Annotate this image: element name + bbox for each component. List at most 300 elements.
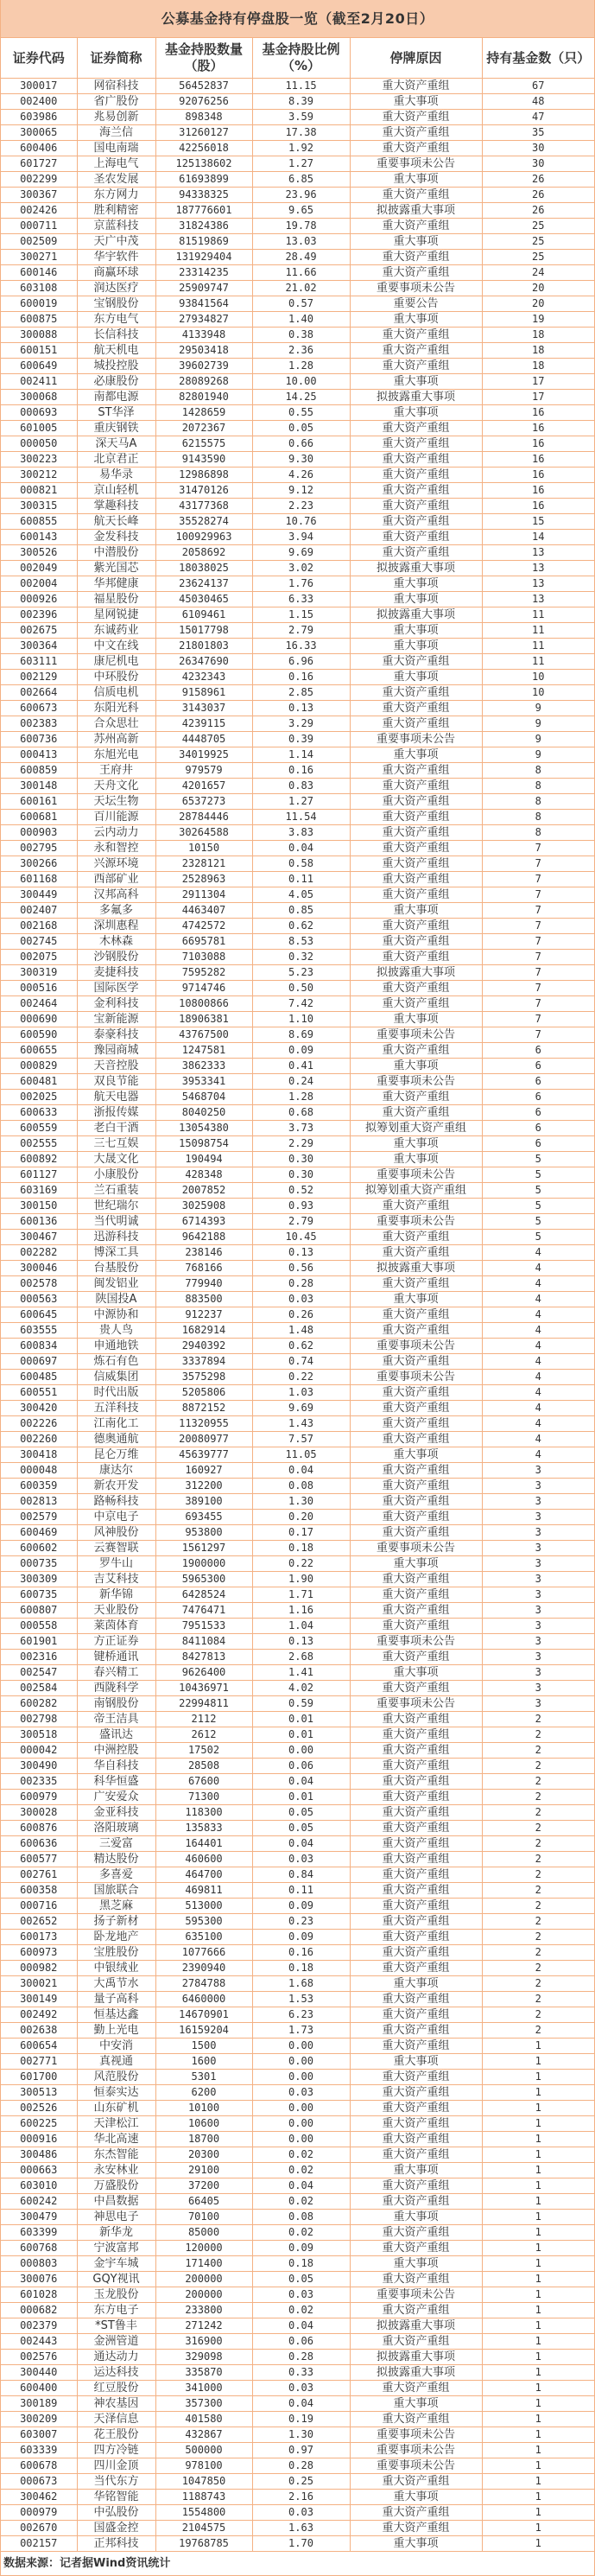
cell-shares: 120000: [155, 2241, 252, 2256]
cell-code: 000982: [1, 1961, 77, 1976]
cell-code: 002400: [1, 94, 77, 110]
cell-reason: 重要事项未公告: [350, 1634, 482, 1650]
cell-name: 大晟文化: [77, 1152, 155, 1167]
cell-reason: 重大资产重组: [350, 499, 482, 514]
cell-name: 红豆股份: [77, 2381, 155, 2396]
cell-shares: 160927: [155, 1463, 252, 1479]
cell-reason: 重大资产重组: [350, 1992, 482, 2007]
cell-code: 300526: [1, 545, 77, 561]
cell-ratio: 0.03: [252, 2085, 350, 2101]
cell-ratio: 2.16: [252, 2490, 350, 2505]
cell-name: 紫光国芯: [77, 561, 155, 576]
cell-fund-count: 16: [482, 483, 594, 499]
cell-fund-count: 2: [482, 1914, 594, 1930]
cell-reason: 重大事项: [350, 1152, 482, 1167]
table-row: [1, 1665, 594, 1681]
cell-fund-count: 10: [482, 685, 594, 701]
cell-fund-count: 17: [482, 374, 594, 390]
cell-ratio: 9.69: [252, 545, 350, 561]
table-row: [1, 1121, 594, 1136]
cell-code: 600875: [1, 312, 77, 328]
cell-code: 002075: [1, 950, 77, 965]
cell-code: 002168: [1, 919, 77, 934]
cell-fund-count: 9: [482, 701, 594, 716]
cell-reason: 重大资产重组: [350, 2381, 482, 2396]
cell-shares: 18906381: [155, 1012, 252, 1027]
cell-ratio: 0.06: [252, 1759, 350, 1774]
cell-code: 000516: [1, 981, 77, 996]
cell-code: 603111: [1, 654, 77, 670]
cell-code: 300150: [1, 1199, 77, 1214]
table-row: [1, 79, 594, 94]
cell-fund-count: 1: [482, 2412, 594, 2427]
cell-ratio: 0.30: [252, 1167, 350, 1183]
cell-name: 天津松江: [77, 2116, 155, 2132]
cell-shares: 979579: [155, 763, 252, 779]
header-row: [1, 38, 594, 79]
cell-reason: 重大资产重组: [350, 1245, 482, 1261]
cell-fund-count: 18: [482, 328, 594, 343]
cell-shares: 389100: [155, 1494, 252, 1510]
cell-shares: 1247581: [155, 1043, 252, 1059]
cell-fund-count: 7: [482, 841, 594, 856]
cell-ratio: 0.24: [252, 1074, 350, 1090]
cell-ratio: 0.02: [252, 2225, 350, 2241]
cell-reason: 重大资产重组: [350, 1323, 482, 1339]
table-row: [1, 1805, 594, 1821]
cell-reason: 重大资产重组: [350, 1930, 482, 1945]
cell-code: 002745: [1, 934, 77, 950]
cell-reason: 重大资产重组: [350, 436, 482, 452]
cell-fund-count: 1: [482, 2303, 594, 2318]
cell-shares: 953800: [155, 1525, 252, 1541]
cell-ratio: 21.02: [252, 281, 350, 296]
cell-name: 康尼机电: [77, 654, 155, 670]
cell-reason: 重大资产重组: [350, 2241, 482, 2256]
cell-shares: 8411084: [155, 1634, 252, 1650]
cell-reason: 重大资产重组: [350, 1385, 482, 1401]
cell-code: 603010: [1, 2178, 77, 2194]
cell-code: 600636: [1, 1836, 77, 1852]
cell-reason: 重大资产重组: [350, 141, 482, 156]
cell-ratio: 0.16: [252, 1945, 350, 1961]
table-row: [1, 2070, 594, 2085]
cell-ratio: 1.15: [252, 607, 350, 623]
cell-shares: 6460000: [155, 1992, 252, 2007]
cell-code: 300486: [1, 2147, 77, 2163]
cell-code: 600282: [1, 1696, 77, 1712]
cell-shares: 898348: [155, 110, 252, 125]
cell-ratio: 0.20: [252, 1510, 350, 1525]
cell-fund-count: 5: [482, 1183, 594, 1199]
table-row: [1, 1416, 594, 1432]
cell-reason: 拟披露重大事项: [350, 203, 482, 219]
cell-reason: 拟披露重大事项: [350, 390, 482, 405]
cell-reason: 重大资产重组: [350, 359, 482, 374]
cell-shares: 4201657: [155, 779, 252, 794]
cell-shares: 171400: [155, 2256, 252, 2272]
cell-name: 城投控股: [77, 359, 155, 374]
cell-name: 多喜爱: [77, 1867, 155, 1883]
cell-code: 002576: [1, 2350, 77, 2365]
cell-shares: 18038025: [155, 561, 252, 576]
cell-reason: 重大资产重组: [350, 1432, 482, 1447]
cell-shares: 28089268: [155, 374, 252, 390]
table-row: [1, 1556, 594, 1572]
cell-code: 002771: [1, 2054, 77, 2070]
cell-fund-count: 25: [482, 219, 594, 234]
cell-shares: 2104575: [155, 2521, 252, 2536]
cell-shares: 94338325: [155, 188, 252, 203]
cell-code: 300449: [1, 887, 77, 903]
cell-shares: 190494: [155, 1152, 252, 1167]
cell-name: 圣农发展: [77, 172, 155, 188]
cell-fund-count: 26: [482, 203, 594, 219]
cell-ratio: 19.78: [252, 219, 350, 234]
cell-ratio: 10.00: [252, 374, 350, 390]
cell-fund-count: 2: [482, 1790, 594, 1805]
table-title: 公募基金持有停盘股一览（截至2月20日）: [1, 0, 594, 38]
cell-name: 闽发铝业: [77, 1276, 155, 1292]
cell-name: 深圳惠程: [77, 919, 155, 934]
cell-ratio: 1.28: [252, 1090, 350, 1105]
cell-shares: 17502: [155, 1743, 252, 1759]
cell-name: 真视通: [77, 2054, 155, 2070]
cell-fund-count: 30: [482, 156, 594, 172]
cell-fund-count: 1: [482, 2474, 594, 2490]
cell-name: 西部矿业: [77, 872, 155, 887]
cell-ratio: 23.96: [252, 188, 350, 203]
cell-ratio: 3.02: [252, 561, 350, 576]
cell-code: 601168: [1, 872, 77, 887]
cell-shares: 34019925: [155, 747, 252, 763]
cell-fund-count: 3: [482, 1587, 594, 1603]
cell-reason: 拟披露重大事项: [350, 607, 482, 623]
cell-code: 000413: [1, 747, 77, 763]
cell-reason: 重大资产重组: [350, 1494, 482, 1510]
cell-ratio: 0.08: [252, 2210, 350, 2225]
cell-ratio: 13.03: [252, 234, 350, 250]
table-row: [1, 1525, 594, 1541]
cell-shares: 21801803: [155, 639, 252, 654]
col-header-fund-count: 持有基金数（只）: [482, 38, 594, 79]
cell-name: 宝胜股份: [77, 1945, 155, 1961]
cell-shares: 3953341: [155, 1074, 252, 1090]
cell-shares: 233800: [155, 2303, 252, 2318]
cell-name: 花王股份: [77, 2427, 155, 2443]
cell-reason: 重大事项: [350, 592, 482, 607]
cell-shares: 1077666: [155, 1945, 252, 1961]
cell-code: 002547: [1, 1665, 77, 1681]
cell-fund-count: 1: [482, 2272, 594, 2287]
table-row: [1, 1074, 594, 1090]
cell-reason: 重大资产重组: [350, 825, 482, 841]
table-row: [1, 1992, 594, 2007]
cell-code: 600979: [1, 1790, 77, 1805]
table-row: [1, 2443, 594, 2458]
cell-reason: 拟披露重大事项: [350, 2318, 482, 2334]
cell-reason: 重大资产重组: [350, 1945, 482, 1961]
cell-fund-count: 9: [482, 732, 594, 747]
cell-ratio: 0.17: [252, 1525, 350, 1541]
cell-code: 000682: [1, 2303, 77, 2318]
cell-shares: 10436971: [155, 1681, 252, 1696]
cell-code: 300364: [1, 639, 77, 654]
cell-reason: 重大事项: [350, 1447, 482, 1463]
cell-reason: 重大资产重组: [350, 1712, 482, 1727]
cell-name: 五洋科技: [77, 1401, 155, 1416]
cell-name: 新华龙: [77, 2225, 155, 2241]
cell-fund-count: 8: [482, 779, 594, 794]
cell-ratio: 8.53: [252, 934, 350, 950]
cell-fund-count: 8: [482, 794, 594, 810]
cell-ratio: 1.70: [252, 2536, 350, 2552]
cell-fund-count: 2: [482, 1836, 594, 1852]
cell-reason: 重大资产重组: [350, 2147, 482, 2163]
table-row: [1, 265, 594, 281]
cell-code: 300046: [1, 1261, 77, 1276]
cell-code: 600469: [1, 1525, 77, 1541]
cell-ratio: 0.04: [252, 1836, 350, 1852]
cell-fund-count: 2: [482, 1712, 594, 1727]
table-row: [1, 1463, 594, 1479]
table-row: [1, 1012, 594, 1027]
cell-ratio: 0.25: [252, 2474, 350, 2490]
cell-shares: 978100: [155, 2458, 252, 2474]
cell-ratio: 1.04: [252, 1619, 350, 1634]
cell-ratio: 5.23: [252, 965, 350, 981]
cell-reason: 重大事项: [350, 2490, 482, 2505]
cell-fund-count: 14: [482, 530, 594, 545]
cell-shares: 312200: [155, 1479, 252, 1494]
cell-fund-count: 6: [482, 1121, 594, 1136]
cell-reason: 重大资产重组: [350, 996, 482, 1012]
cell-ratio: 1.28: [252, 359, 350, 374]
cell-shares: 469811: [155, 1883, 252, 1899]
cell-ratio: 0.01: [252, 1712, 350, 1727]
cell-name: 天坛生物: [77, 794, 155, 810]
table-row: [1, 592, 594, 607]
cell-code: 600577: [1, 1852, 77, 1867]
cell-name: 东阳光科: [77, 701, 155, 716]
cell-ratio: 0.04: [252, 1463, 350, 1479]
cell-reason: 重大资产重组: [350, 2132, 482, 2147]
cell-code: 000926: [1, 592, 77, 607]
cell-reason: 重大资产重组: [350, 1914, 482, 1930]
cell-shares: 81519869: [155, 234, 252, 250]
table-row: [1, 1199, 594, 1214]
table-row: [1, 2163, 594, 2178]
table-row: [1, 545, 594, 561]
cell-shares: 43767500: [155, 1027, 252, 1043]
table-row: [1, 1712, 594, 1727]
cell-reason: 重大事项: [350, 1665, 482, 1681]
cell-reason: 重大资产重组: [350, 1525, 482, 1541]
cell-ratio: 0.04: [252, 2318, 350, 2334]
cell-name: 中弘股份: [77, 2505, 155, 2521]
cell-fund-count: 3: [482, 1479, 594, 1494]
table-row: [1, 1945, 594, 1961]
cell-shares: 39602739: [155, 359, 252, 374]
cell-code: 000916: [1, 2132, 77, 2147]
cell-ratio: 0.84: [252, 1867, 350, 1883]
cell-ratio: 0.52: [252, 1183, 350, 1199]
table-row: [1, 934, 594, 950]
cell-fund-count: 5: [482, 1199, 594, 1214]
cell-shares: 3862333: [155, 1059, 252, 1074]
table-row: [1, 794, 594, 810]
cell-reason: 重大资产重组: [350, 2023, 482, 2039]
cell-name: 信威集团: [77, 1370, 155, 1385]
cell-code: 300315: [1, 499, 77, 514]
cell-ratio: 0.62: [252, 1339, 350, 1354]
cell-reason: 重大资产重组: [350, 1463, 482, 1479]
cell-shares: 1554800: [155, 2505, 252, 2521]
table-row: [1, 1510, 594, 1525]
cell-reason: 重大资产重组: [350, 343, 482, 359]
cell-shares: 428348: [155, 1167, 252, 1183]
cell-reason: 重大资产重组: [350, 2085, 482, 2101]
table-row: [1, 576, 594, 592]
cell-code: 300479: [1, 2210, 77, 2225]
cell-code: 002129: [1, 670, 77, 685]
cell-reason: 重大资产重组: [350, 1587, 482, 1603]
cell-code: 300021: [1, 1976, 77, 1992]
cell-ratio: 0.16: [252, 763, 350, 779]
cell-reason: 重大事项: [350, 374, 482, 390]
cell-shares: 7595282: [155, 965, 252, 981]
cell-ratio: 0.04: [252, 841, 350, 856]
table-row: [1, 2101, 594, 2116]
cell-ratio: 4.05: [252, 887, 350, 903]
table-row: [1, 903, 594, 919]
cell-name: 风范股份: [77, 2070, 155, 2085]
table-row: [1, 965, 594, 981]
cell-code: 002761: [1, 1867, 77, 1883]
table-row: [1, 1105, 594, 1121]
cell-name: 双良节能: [77, 1074, 155, 1090]
cell-name: 炼石有色: [77, 1354, 155, 1370]
cell-name: 陕国投A: [77, 1292, 155, 1307]
cell-fund-count: 25: [482, 250, 594, 265]
cell-fund-count: 30: [482, 141, 594, 156]
cell-ratio: 3.59: [252, 110, 350, 125]
cell-fund-count: 6: [482, 1059, 594, 1074]
cell-code: 300068: [1, 390, 77, 405]
cell-fund-count: 7: [482, 1027, 594, 1043]
cell-name: 山东矿机: [77, 2101, 155, 2116]
cell-code: 300309: [1, 1572, 77, 1587]
table-row: [1, 483, 594, 499]
cell-ratio: 0.13: [252, 701, 350, 716]
table-row: [1, 2490, 594, 2505]
cell-fund-count: 4: [482, 1261, 594, 1276]
cell-ratio: 17.38: [252, 125, 350, 141]
holdings-table: [1, 38, 594, 2552]
cell-name: ST华泽: [77, 405, 155, 421]
table-row: [1, 2334, 594, 2350]
cell-fund-count: 2: [482, 1743, 594, 1759]
cell-ratio: 1.68: [252, 1976, 350, 1992]
cell-shares: 6714393: [155, 1214, 252, 1230]
cell-name: 通达动力: [77, 2350, 155, 2365]
cell-name: 天舟文化: [77, 779, 155, 794]
cell-name: 中文在线: [77, 639, 155, 654]
cell-reason: 重要事项未公告: [350, 1167, 482, 1183]
cell-reason: 重大事项: [350, 2396, 482, 2412]
cell-reason: 重大资产重组: [350, 1650, 482, 1665]
cell-name: 省广股份: [77, 94, 155, 110]
cell-fund-count: 6: [482, 1043, 594, 1059]
cell-fund-count: 1: [482, 2287, 594, 2303]
table-row: [1, 499, 594, 514]
cell-ratio: 0.05: [252, 421, 350, 436]
cell-shares: 4232343: [155, 670, 252, 685]
cell-code: 300189: [1, 2396, 77, 2412]
cell-name: 四方冷链: [77, 2443, 155, 2458]
table-row: [1, 981, 594, 996]
cell-ratio: 1.27: [252, 794, 350, 810]
table-row: [1, 1681, 594, 1696]
cell-name: *ST鲁丰: [77, 2318, 155, 2334]
cell-fund-count: 11: [482, 623, 594, 639]
cell-shares: 9158961: [155, 685, 252, 701]
cell-shares: 125138602: [155, 156, 252, 172]
cell-name: 台基股份: [77, 1261, 155, 1276]
cell-fund-count: 11: [482, 607, 594, 623]
cell-code: 600973: [1, 1945, 77, 1961]
cell-shares: 341000: [155, 2381, 252, 2396]
cell-name: 胜利精密: [77, 203, 155, 219]
cell-shares: 432867: [155, 2427, 252, 2443]
table-row: [1, 1759, 594, 1774]
cell-code: 002464: [1, 996, 77, 1012]
table-row: [1, 639, 594, 654]
cell-name: 金宇车城: [77, 2256, 155, 2272]
cell-fund-count: 7: [482, 950, 594, 965]
cell-reason: 重大事项: [350, 747, 482, 763]
cell-name: 东方网力: [77, 188, 155, 203]
table-row: [1, 685, 594, 701]
cell-code: 000663: [1, 2163, 77, 2178]
cell-code: 002675: [1, 623, 77, 639]
cell-shares: 3337894: [155, 1354, 252, 1370]
cell-shares: 768166: [155, 1261, 252, 1276]
cell-name: 华宇软件: [77, 250, 155, 265]
cell-shares: 10150: [155, 841, 252, 856]
cell-name: 莱茵体育: [77, 1619, 155, 1634]
cell-fund-count: 2: [482, 1992, 594, 2007]
cell-ratio: 0.02: [252, 2163, 350, 2178]
cell-code: 002584: [1, 1681, 77, 1696]
cell-reason: 重大资产重组: [350, 841, 482, 856]
cell-code: 600735: [1, 1587, 77, 1603]
cell-shares: 28784446: [155, 810, 252, 825]
table-row: [1, 2318, 594, 2334]
cell-name: 天广中茂: [77, 234, 155, 250]
cell-shares: 693455: [155, 1510, 252, 1525]
cell-ratio: 0.66: [252, 436, 350, 452]
cell-code: 603007: [1, 2427, 77, 2443]
cell-ratio: 9.69: [252, 1401, 350, 1416]
cell-code: 600151: [1, 343, 77, 359]
cell-shares: 6215575: [155, 436, 252, 452]
cell-reason: 重大资产重组: [350, 1681, 482, 1696]
cell-reason: 重大事项: [350, 1136, 482, 1152]
cell-code: 601901: [1, 1634, 77, 1650]
cell-reason: 重大资产重组: [350, 1743, 482, 1759]
cell-ratio: 0.28: [252, 2458, 350, 2474]
